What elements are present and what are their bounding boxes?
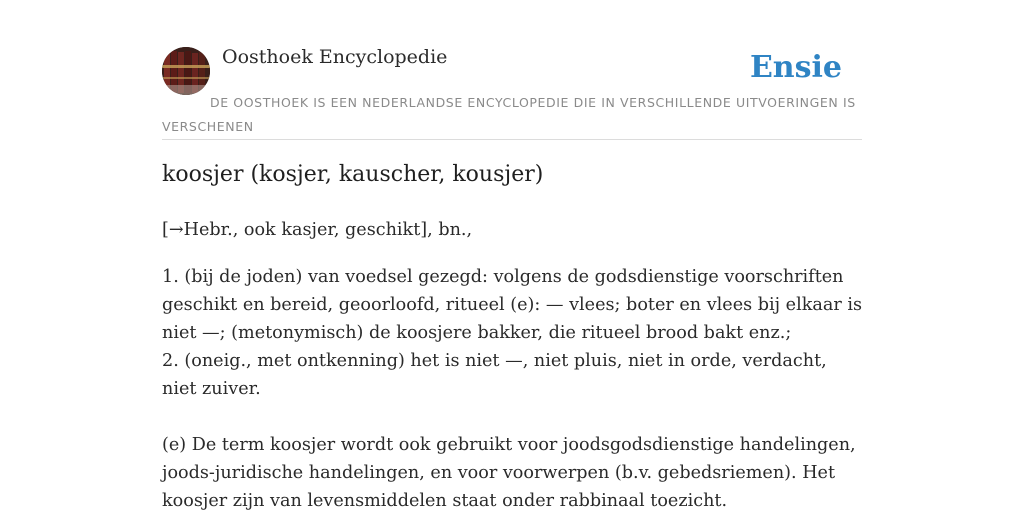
page-content (162, 0, 863, 511)
entry-note: (e) De term koosjer wordt ook gebruikt voor joodsgodsdienstige handelingen, joods-juridische handelingen, en voor voorwerpen (b.v. gebedsriemen). Het koosjer zijn van levensmiddelen staat onder rabbinaal toezicht. (162, 435, 856, 511)
site-header (162, 0, 862, 140)
entry-etymology: [→Hebr., ook kasjer, geschikt], bn., (162, 220, 473, 240)
entry-sense-2: 2. (oneig., met ontkenning) het is niet —, niet pluis, niet in orde, verdacht, niet zuiver. (162, 351, 827, 399)
book-spines-icon (162, 47, 210, 95)
site-name-link[interactable]: Oosthoek Encyclopedie (222, 46, 448, 68)
entry-senses (162, 263, 862, 403)
entry-title: koosjer (kosjer, kauscher, kousjer) (162, 162, 544, 187)
ensie-logo-link[interactable]: Ensie (749, 50, 842, 85)
entry-sense-1: 1. (bij de joden) van voedsel gezegd: volgens de godsdienstige voorschriften geschikt en bereid, geoorloofd, ritueel (e): — vlees; boter en vlees bij elkaar is niet —; (metonymisch) de koosjere bakker, die ritueel brood bakt enz.; (162, 267, 863, 343)
site-tagline: DE OOSTHOEK IS EEN NEDERLANDSE ENCYCLOPEDIE DIE IN VERSCHILLENDE UITVOERINGEN IS VERSCHENEN (162, 95, 856, 134)
site-avatar[interactable] (162, 47, 210, 95)
